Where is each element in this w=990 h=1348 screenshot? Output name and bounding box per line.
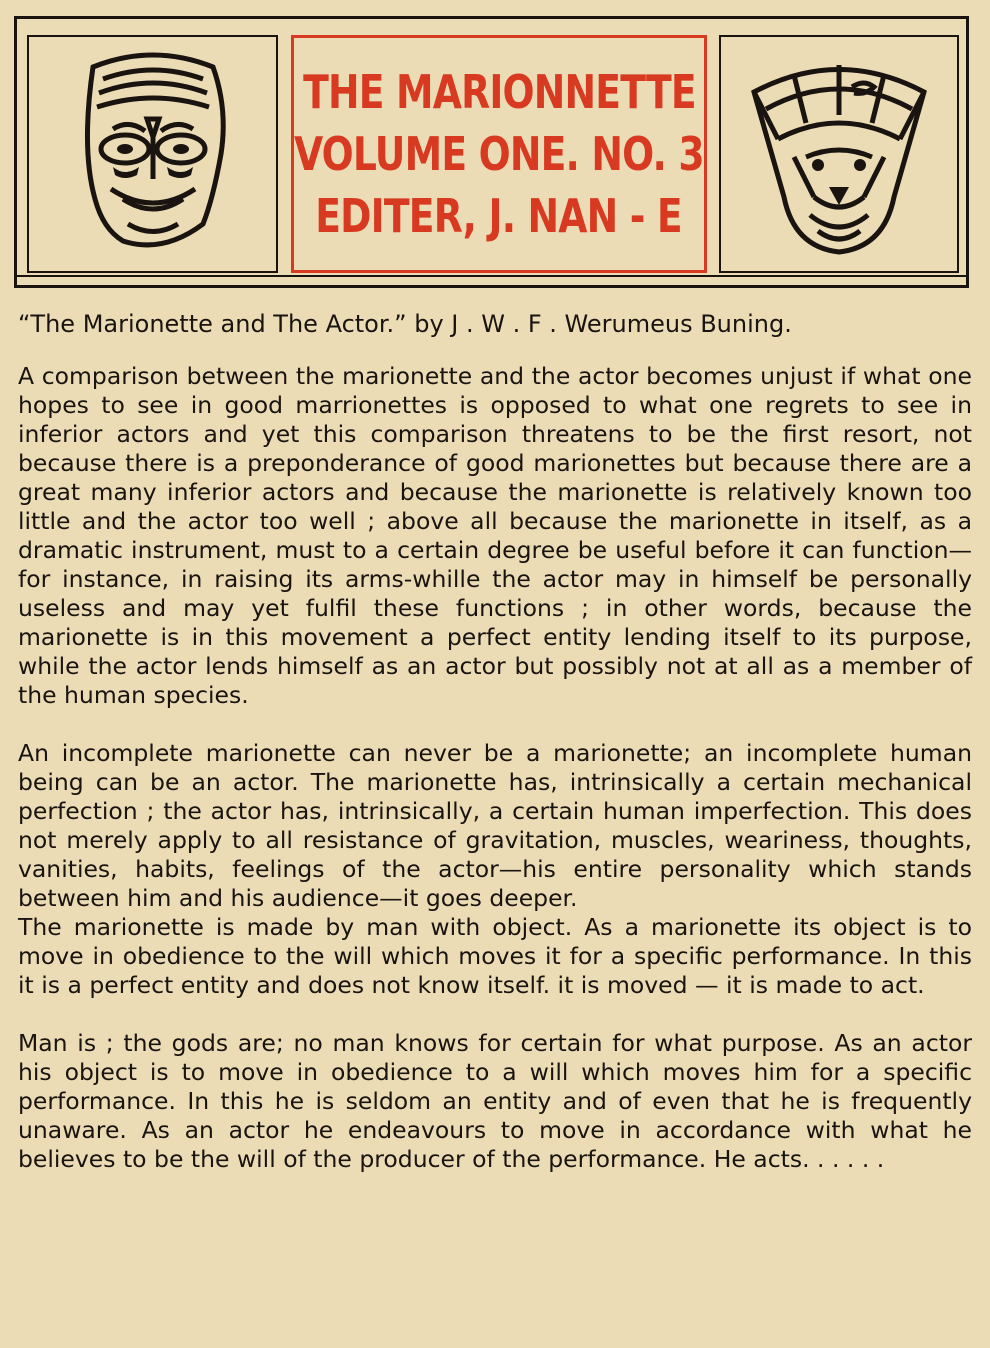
magazine-title: THE MARIONNETTE xyxy=(302,65,696,119)
article-paragraph: The marionette is made by man with object. As a marionette its object is to move in obedience to the will which moves it for a specific performance. In this it is a perfect entity and does not know itself. it is moved — it is made to act. xyxy=(18,913,972,999)
article-byline: “The Marionette and The Actor.” by J . W . F . Werumeus Buning. xyxy=(18,310,792,338)
article-paragraph: Man is ; the gods are; no man knows for certain for what purpose. As an actor his object is to move in obedience to a will which moves him for a specific performance. In this he is seldom an entity and of even that he is frequently unaware. As an actor he endeavours to move in accordance with what he believes to be the will of the producer of the performance. He acts. . . . . . xyxy=(18,1029,972,1173)
title-panel xyxy=(291,35,707,273)
article-paragraph: An incomplete marionette can never be a marionette; an incomplete human being can be an actor. The marionette has, intrinsically a certain mechanical perfection ; the actor has, intrinsically, a certain human imperfection. This does not merely apply to all resistance of gravitation, muscles, weariness, thoughts, vanities, habits, feelings of the actor—his entire personality which stands between him and his audience—it goes deeper. xyxy=(18,739,972,912)
editor-credit: EDITER, J. NAN - E xyxy=(315,189,683,243)
carved-mask-icon xyxy=(53,49,253,259)
article-paragraph: A comparison between the marionette and the actor becomes unjust if what one hopes to see in good marrionettes is opposed to what one regrets to see in inferior actors and yet this comparison threatens to be the first resort, not because there is a preponderance of good marionettes but because there are a great many inferior actors and because the marionette is relatively known too little and the actor too well ; above all because the marionette in itself, as a dramatic instrument, must to a certain degree be useful before it can function—for instance, in raising its arms-whille the actor may in himself be personally useless and may yet fulfil these functions ; in other words, because the marionette is in this movement a perfect entity lending itself to its purpose, while the actor lends himself as an actor but possibly not at all as a member of the human species. xyxy=(18,362,972,709)
volume-number: VOLUME ONE. NO. 3 xyxy=(294,127,704,181)
masthead-frame xyxy=(14,16,969,288)
left-illustration-panel xyxy=(27,35,278,273)
article-body xyxy=(18,306,972,1203)
marionette-head-icon xyxy=(734,47,944,262)
right-illustration-panel xyxy=(719,35,959,273)
